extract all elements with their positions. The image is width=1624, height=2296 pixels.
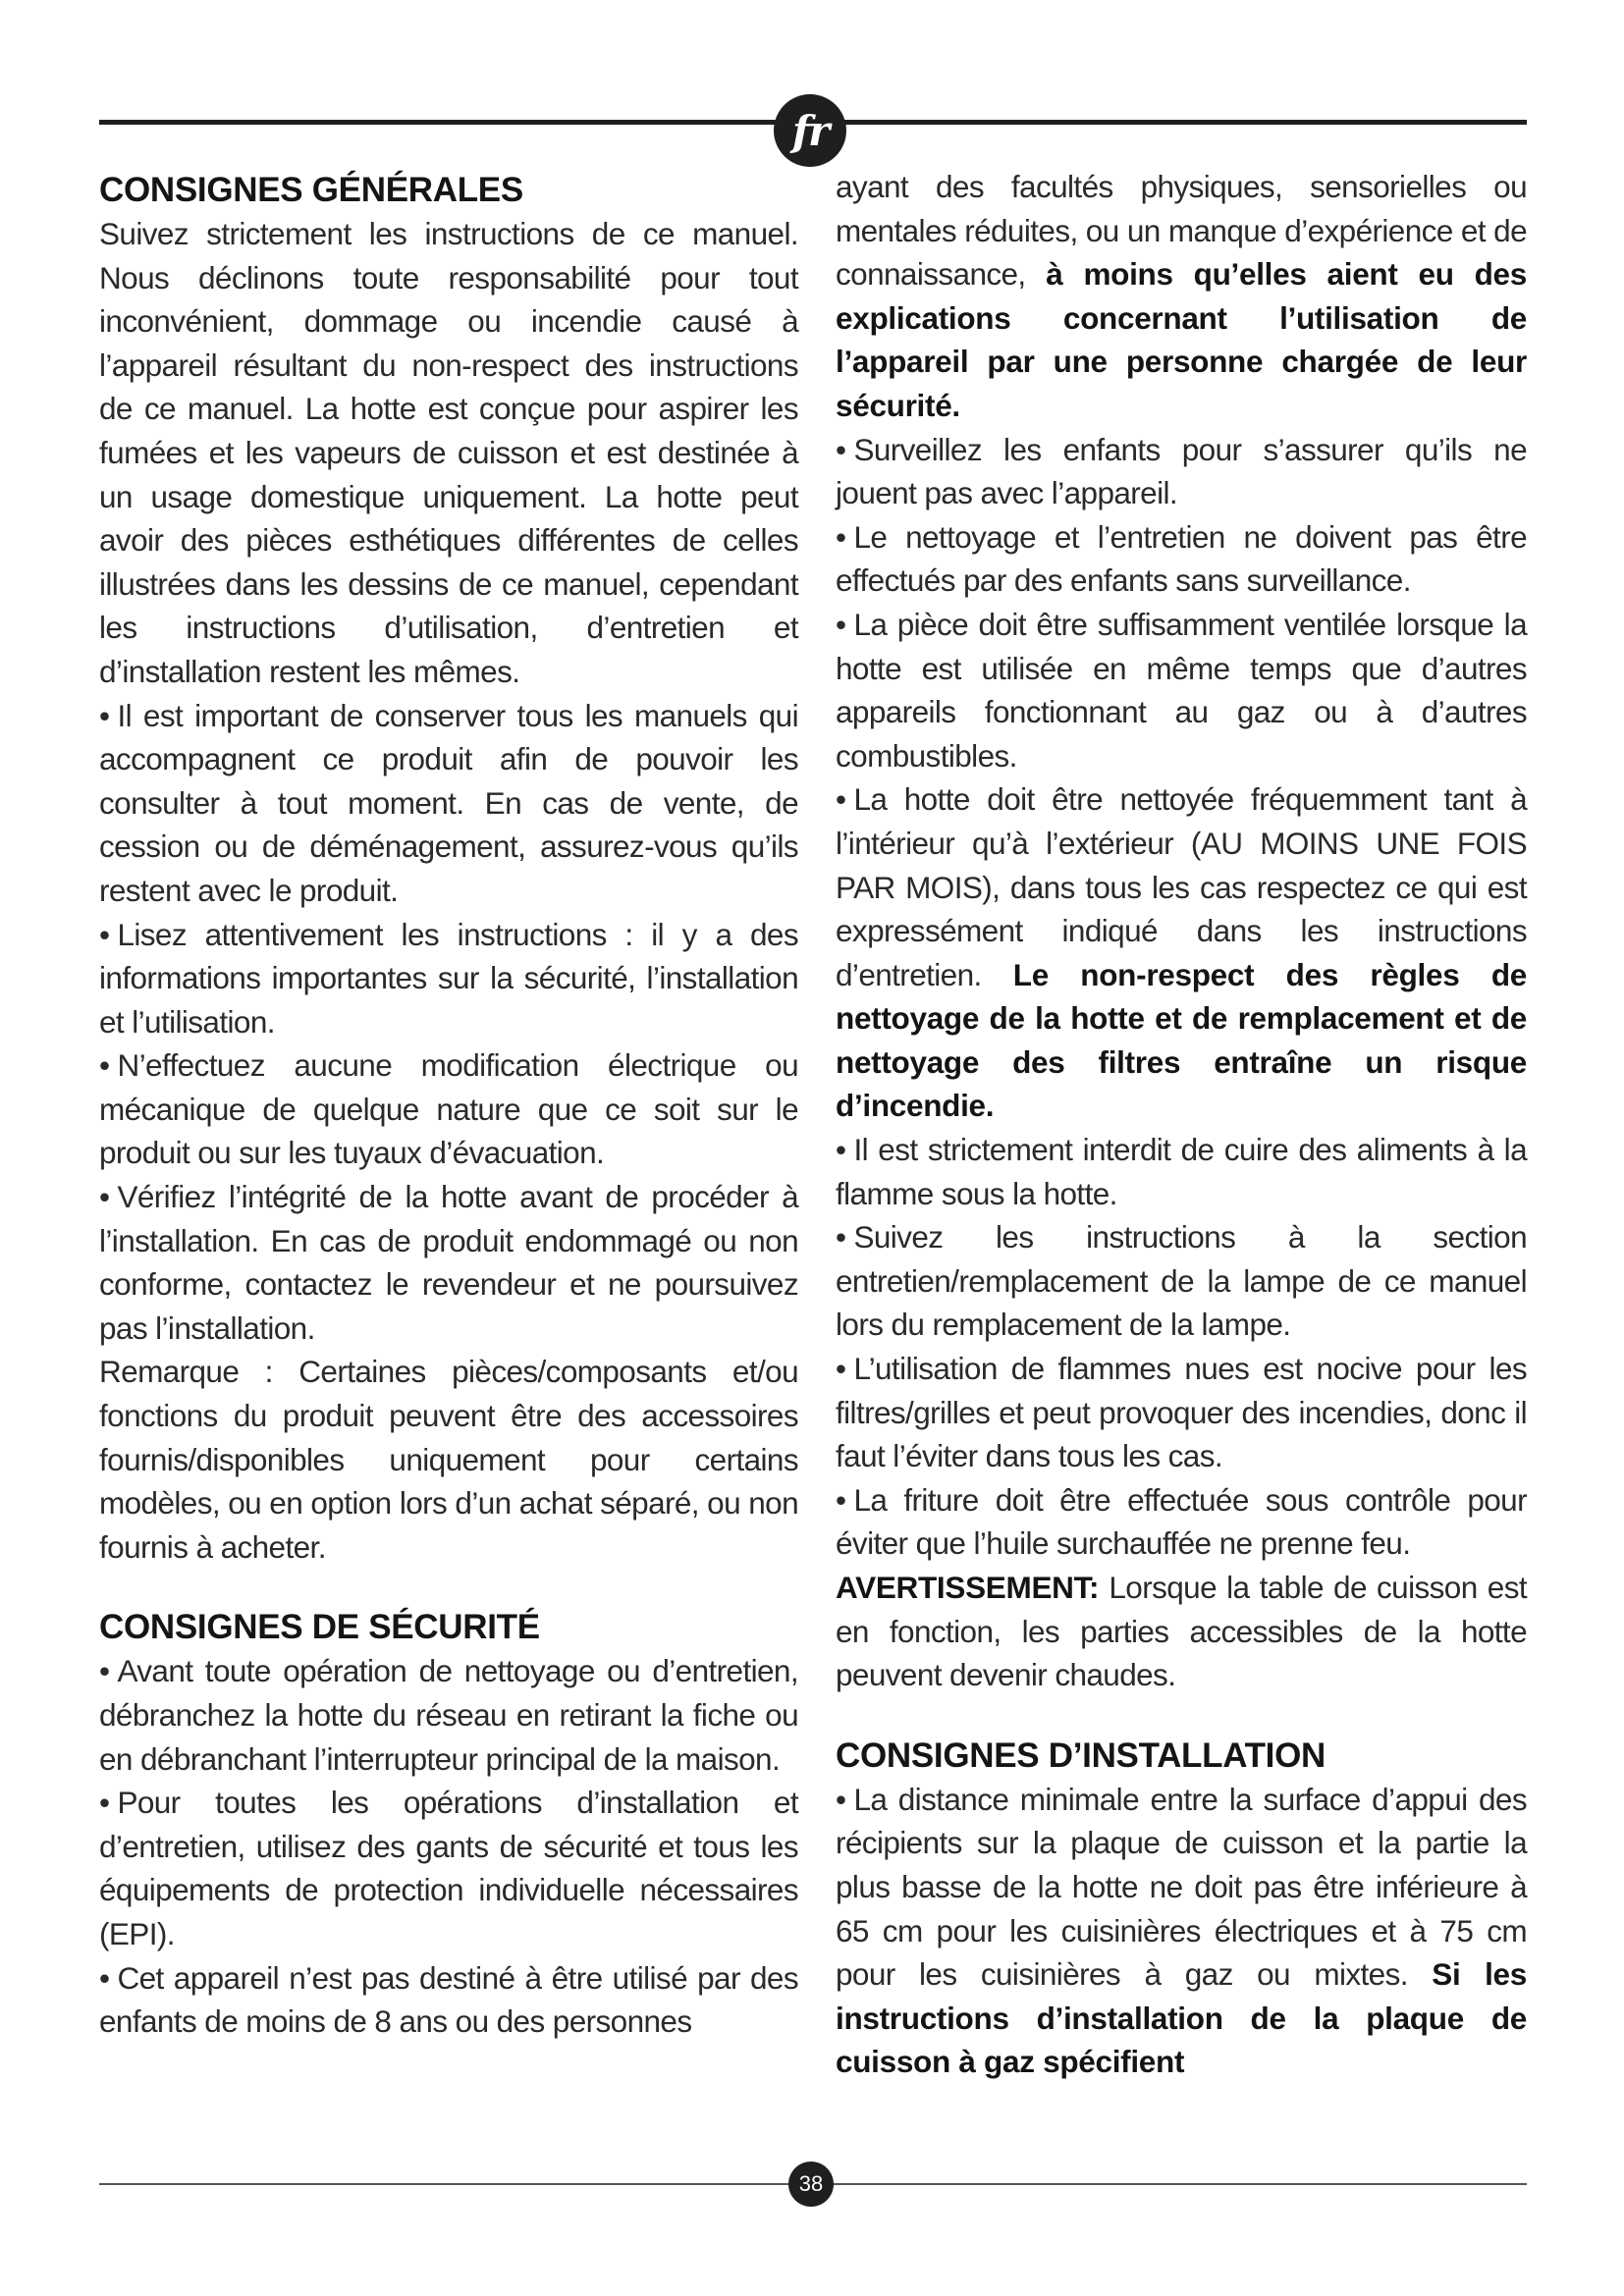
safety-bullet-lamp: • Suivez les instructions à la section entretien/remplacement de la lampe de ce manuel lors du remplacement de la lampe. xyxy=(836,1219,1527,1343)
general-bullet-3: • N’effectuez aucune modification électrique ou mécanique de quelque nature que ce soit sur le produit ou sur les tuyaux d’évacuation. xyxy=(99,1047,798,1171)
language-badge: fr xyxy=(774,94,846,167)
safety-bullet-cleaning: • La hotte doit être nettoyée fréquemment tant à l’intérieur qu’à l’extérieur (AU MOINS UNE FOIS PAR MOIS), dans tous les cas respectez ce qui est expressément indiqué dans les instructions d’entretien. Le non-respect des règles de nettoyage de la hotte et de remplacement et de nettoyage des filtres entraîne un risque d’incendie. xyxy=(836,781,1527,1124)
safety-bullet-3: • Cet appareil n’est pas destiné à être utilisé par des enfants de moins de 8 ans ou des personnes xyxy=(99,1959,798,2040)
safety-bullet-1: • Avant toute opération de nettoyage ou d’entretien, débranchez la hotte du réseau en retirant la fiche ou en débranchant l’interrupteur principal de la maison. xyxy=(99,1653,798,1777)
general-remark: Remarque : Certaines pièces/composants et/ou fonctions du produit peuvent être des accessoires fournis/disponibles uniquement pour certains modèles, ou en option lors d’un achat séparé, ou non fournis à acheter. xyxy=(99,1354,798,1565)
safety-bullet-supervise: • Surveillez les enfants pour s’assurer qu’ils ne jouent pas avec l’appareil. xyxy=(836,431,1527,511)
installation-bullet-1: • La distance minimale entre la surface d’appui des récipients sur la plaque de cuisson et la partie la plus basse de la hotte ne doit pas être inférieure à 65 cm pour les cuisinières électriques et à 75 cm pour les cuisinières à gaz ou mixtes. Si les instructions d’installation de la plaque de cuisson à gaz spécifient xyxy=(836,1781,1527,2080)
heading-installation: CONSIGNES D’INSTALLATION xyxy=(836,1735,1326,1775)
page-number: 38 xyxy=(788,2162,834,2207)
right-column xyxy=(836,165,1527,2084)
safety-bullet-2: • Pour toutes les opérations d’installation et d’entretien, utilisez des gants de sécurité et tous les équipements de protection individuelle nécessaires (EPI). xyxy=(99,1785,798,1951)
safety-continued-paragraph: ayant des facultés physiques, sensorielles ou mentales réduites, ou un manque d’expérience et de connaissance, à moins qu’elles aient eu des explications concernant l’utilisation de l’appareil par une personne chargée de leur sécurité. xyxy=(836,169,1527,423)
left-column xyxy=(99,165,798,2044)
safety-bullet-cleaning-children: • Le nettoyage et l’entretien ne doivent pas être effectués par des enfants sans surveillance. xyxy=(836,518,1527,599)
warning-paragraph: AVERTISSEMENT: Lorsque la table de cuisson est en fonction, les parties accessibles de la hotte peuvent devenir chaudes. xyxy=(836,1570,1527,1693)
general-bullet-2: • Lisez attentivement les instructions : il y a des informations importantes sur la sécurité, l’installation et l’utilisation. xyxy=(99,916,798,1040)
safety-bullet-ventilation: • La pièce doit être suffisamment ventilée lorsque la hotte est utilisée en même temps que d’autres appareils fonctionnant au gaz ou à d’autres combustibles. xyxy=(836,606,1527,774)
general-bullet-1: • Il est important de conserver tous les manuels qui accompagnent ce produit afin de pouvoir les consulter à tout moment. En cas de vente, de cession ou de déménagement, assurez-vous qu’ils restent avec le produit. xyxy=(99,697,798,908)
safety-bullet-open-flames: • L’utilisation de flammes nues est nocive pour les filtres/grilles et peut provoquer des incendies, donc il faut l’éviter dans tous les cas. xyxy=(836,1351,1527,1474)
safety-bullet-flambe: • Il est strictement interdit de cuire des aliments à la flamme sous la hotte. xyxy=(836,1132,1527,1211)
heading-general: CONSIGNES GÉNÉRALES xyxy=(99,171,523,209)
general-bullet-4: • Vérifiez l’intégrité de la hotte avant de procéder à l’installation. En cas de produit endommagé ou non conforme, contactez le revendeur et ne poursuivez pas l’installation. xyxy=(99,1179,798,1346)
general-intro: Suivez strictement les instructions de ce manuel. Nous déclinons toute responsabilité pour tout inconvénient, dommage ou incendie causé à l’appareil résultant du non-respect des instructions de ce manuel. La hotte est conçue pour aspirer les fumées et les vapeurs de cuisson et est destinée à un usage domestique uniquement. La hotte peut avoir des pièces esthétiques différentes de celles illustrées dans les dessins de ce manuel, cependant les instructions d’utilisation, d’entretien et d’installation restent les mêmes. xyxy=(99,216,798,689)
heading-safety: CONSIGNES DE SÉCURITÉ xyxy=(99,1608,540,1647)
safety-bullet-frying: • La friture doit être effectuée sous contrôle pour éviter que l’huile surchauffée ne prenne feu. xyxy=(836,1481,1527,1562)
